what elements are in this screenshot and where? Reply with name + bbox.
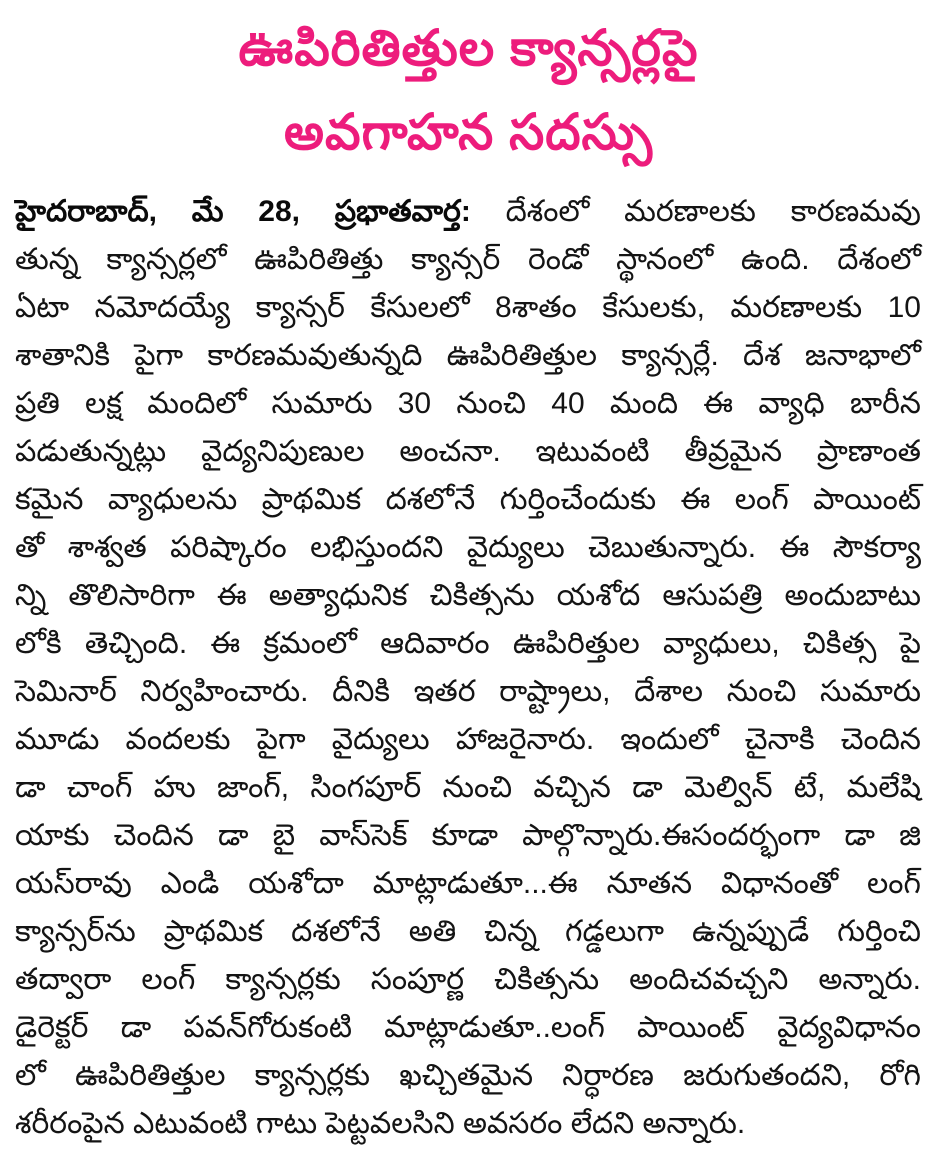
body-line: యాకు చెందిన డా బై వాస్‌సెక్ కూడా పాల్గొన్నారు.ఈసందర్భంగా డా జి (15, 819, 921, 852)
body-line (15, 188, 921, 236)
body-line: తున్న క్యాన్సర్లలో ఊపిరితిత్తు క్యాన్సర్ రెండో స్థానంలో ఉంది. దేశంలో (15, 243, 921, 276)
body-line: తద్వారా లంగ్ క్యాన్సర్లకు సంపూర్ణ చికిత్సను అందిచవచ్చని అన్నారు. (15, 963, 921, 996)
body-line: సెమినార్ నిర్వహించారు. దీనికి ఇతర రాష్ట్రాలు, దేశాల నుంచి సుమారు (15, 675, 921, 708)
body-line: క్యాన్సర్‌ను ప్రాథమిక దశలోనే అతి చిన్న గడ్డలుగా ఉన్నప్పుడే గుర్తించి (15, 915, 921, 948)
article-body (15, 188, 921, 1148)
body-line: పడుతున్నట్లు వైద్యనిపుణుల అంచనా. ఇటువంటి తీవ్రమైన ప్రాణాంత (15, 435, 921, 468)
body-line: శరీరంపైన ఎటువంటి గాటు పెట్టవలసిని అవసరం లేదని అన్నారు. (15, 1107, 746, 1140)
body-line: కమైన వ్యాధులను ప్రాథమిక దశలోనే గుర్తించేందుకు ఈ లంగ్ పాయింట్ (15, 483, 921, 516)
dateline: హైదరాబాద్, మే 28, ప్రభాతవార్త: (15, 195, 471, 228)
body-line: మూడు వందలకు పైగా వైద్యులు హాజరైనారు. ఇందులో చైనాకి చెందిన (15, 723, 921, 756)
headline-line-2: అవగాహన సదస్సు (283, 104, 654, 160)
body-line: లో ఊపిరితిత్తుల క్యాన్సర్లకు ఖచ్చితమైన నిర్ధారణ జరుగుతందని, రోగి (15, 1059, 921, 1092)
body-line: శాతానికి పైగా కారణమవుతున్నది ఊపిరితిత్తుల క్యాన్సర్లే. దేశ జనాభాలో (15, 339, 921, 372)
body-line: ప్రతి లక్ష మందిలో సుమారు 30 నుంచి 40 మంది ఈ వ్యాధి బారీన (15, 387, 921, 420)
body-line: న్ని తొలిసారిగా ఈ అత్యాధునిక చికిత్సను యశోద ఆసుపత్రి అందుబాటు (15, 579, 921, 612)
body-line: యస్‌రావు ఎండి యశోదా మాట్లాడుతూ...ఈ నూతన విధానంతో లంగ్ (15, 867, 921, 900)
body-line: డైరెక్టర్ డా పవన్‌గోరుకంటి మాట్లాడుతూ..లంగ్ పాయింట్ వైద్యవిధానం (15, 1011, 921, 1044)
article-headline (0, 0, 937, 174)
lead-text: దేశంలో మరణాలకు కారణమవు (470, 195, 921, 228)
headline-line-1: ఊపిరితిత్తుల క్యాన్సర్లపై (238, 20, 699, 76)
body-line: తో శాశ్వత పరిష్కారం లభిస్తుందని వైద్యులు చెబుతున్నారు. ఈ సౌకర్యా (15, 531, 921, 564)
body-line: ఏటా నమోదయ్యే క్యాన్సర్ కేసులలో 8శాతం కేసులకు, మరణాలకు 10 (15, 291, 921, 324)
body-line: డా చాంగ్ హు జాంగ్, సింగపూర్ నుంచి వచ్చిన డా మెల్విన్ టే, మలేషి (15, 771, 921, 804)
body-line: లోకి తెచ్చింది. ఈ క్రమంలో ఆదివారం ఊపిరిత్తుల వ్యాధులు, చికిత్స పై (15, 627, 921, 660)
